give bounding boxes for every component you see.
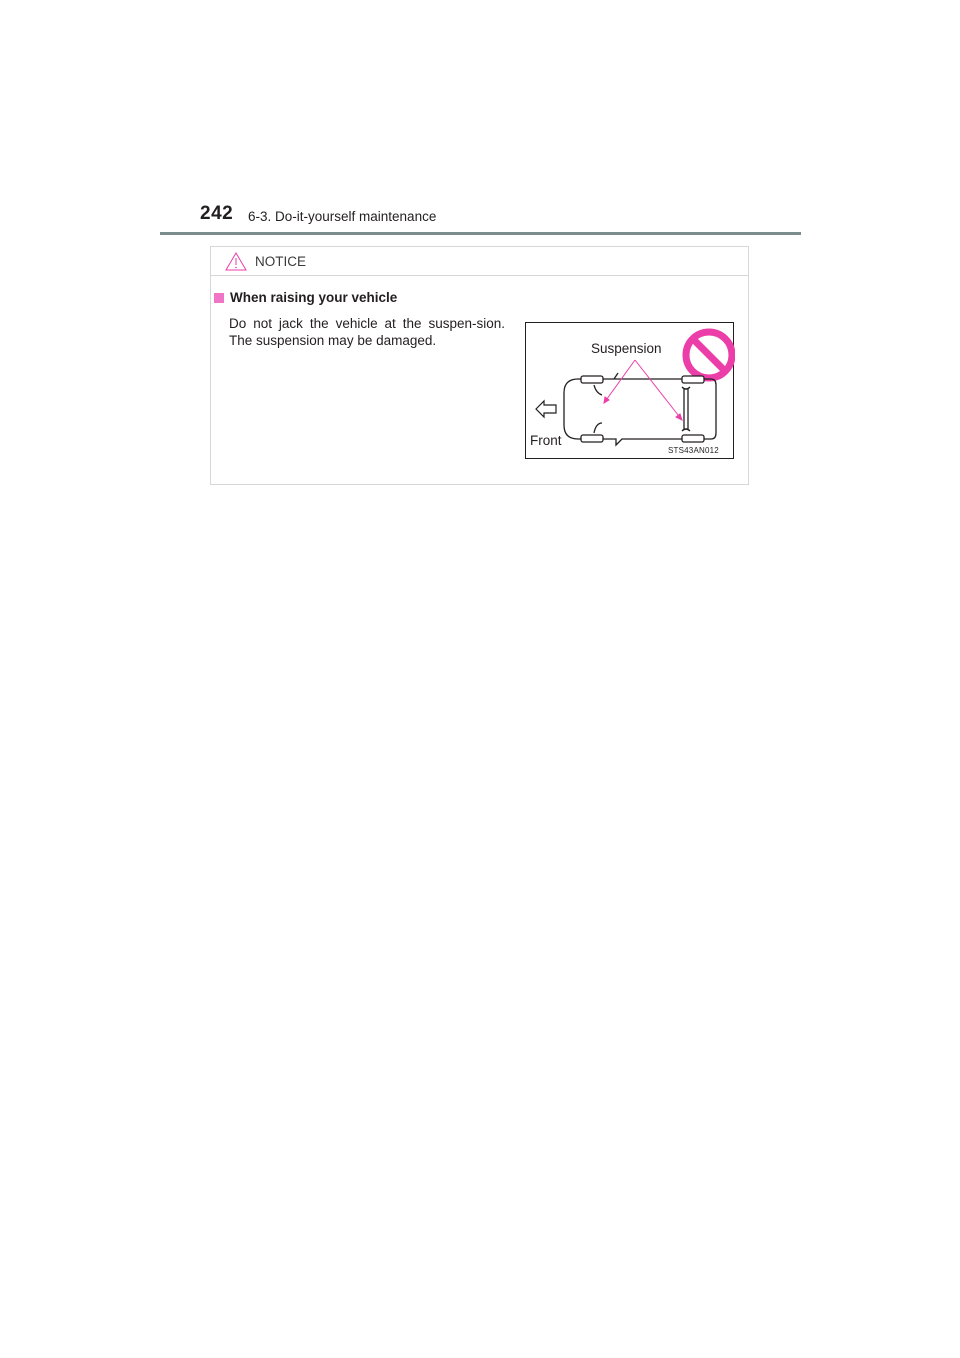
notice-header: [211, 247, 748, 276]
arrow-left-icon: [536, 401, 556, 417]
section-title: 6-3. Do-it-yourself maintenance: [248, 209, 437, 224]
header-rule: [160, 232, 801, 235]
subheading: [214, 290, 397, 305]
figure-label-suspension: Suspension: [591, 341, 662, 356]
figure-code: STS43AN012: [668, 446, 719, 455]
notice-label: NOTICE: [255, 254, 307, 269]
vehicle-top-view: [564, 373, 716, 445]
warning-icon: [225, 252, 247, 271]
notice-body: Do not jack the vehicle at the suspen-sion. The suspension may be damaged.: [229, 316, 505, 348]
notice-box: [210, 246, 749, 485]
subheading-text: When raising your vehicle: [230, 290, 398, 305]
prohibited-icon: [686, 332, 732, 378]
bullet-square-icon: [214, 293, 224, 303]
page-number: 242: [200, 203, 234, 224]
figure-label-front: Front: [530, 433, 562, 448]
suspension-figure: [525, 322, 734, 459]
